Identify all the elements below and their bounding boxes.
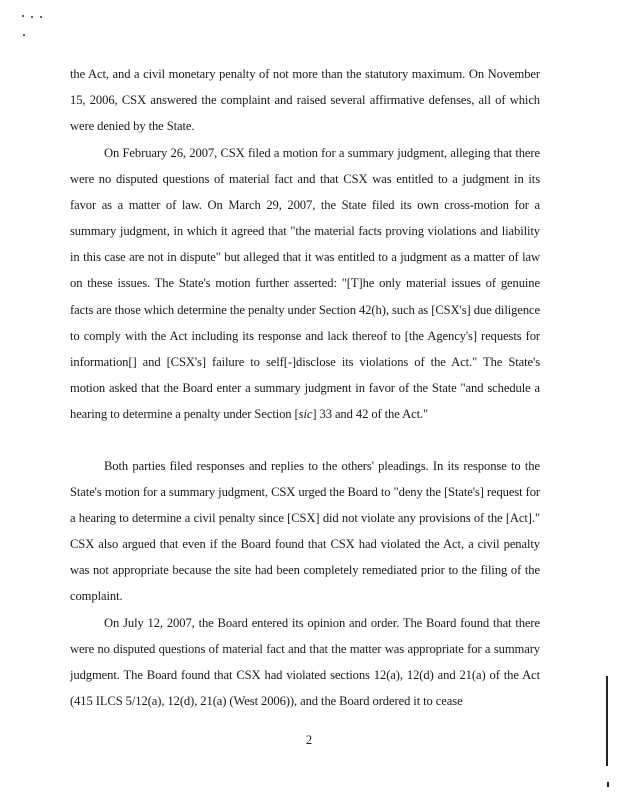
scan-speck [31,16,33,18]
page-number: 2 [305,733,313,747]
paragraph-board-order: On July 12, 2007, the Board entered its opinion and order. The Board found that there were no disputed questions of material fact and that the matter was appropriate for a summary judgment. The Board found that CSX had violated sections 12(a), 12(d) and 21(a) of the Act (415 ILCS 5/12(a), 12(d), 21(a) (West 2006)), and the Board ordered it to cease [70,616,540,709]
paragraph-responses: Both parties filed responses and replies to the others' pleadings. In its response to the State's motion for a summary judgment, CSX urged the Board to "deny the [State's] request for a hearing to determine a civil penalty since [CSX] did not violate any provisions of the [Act]." CSX also argued that even if the Board found that CSX had violated the Act, a civil penalty was not appropriate because the site had been completely remediated prior to the filing of the complaint. [70,459,540,604]
scan-speck [40,16,42,18]
margin-mark [607,782,609,787]
scan-speck [22,15,24,17]
paragraph-continued: the Act, and a civil monetary penalty of not more than the statutory maximum. On November 15, 2006, CSX answered the complaint and raised several affirmative defenses, all of which were denied by the State. [70,67,540,134]
margin-line [606,676,608,766]
sic-italic: sic [298,406,313,421]
scan-speck [23,34,25,36]
paragraph-summary-judgment-motions: On February 26, 2007, CSX filed a motion for a summary judgment, alleging that there were no disputed questions of material fact and that CSX was entitled to a judgment in its favor as a matter of law. On March 29, 2007, the State filed its own cross-motion for a summary judgment, in which it agreed that "the material facts proving violations and liability in this case are not in dispute" but alleged that it was entitled to a judgment as a matter of law on these issues. The State's motion further asserted: "[T]he only material issues of genuine facts are those which determine the penalty under Section 42(h), such as [CSX's] due diligence to comply with the Act including its response and lack thereof to [the Agency's] requests for information[] and [CSX's] failure to self[-]disclose its violations of the Act." The State's motion asked that the Board enter a summary judgment in favor of the State "and schedule a hearing to determine a penalty under Section [sic] 33 and 42 of the Act." [70,146,540,421]
